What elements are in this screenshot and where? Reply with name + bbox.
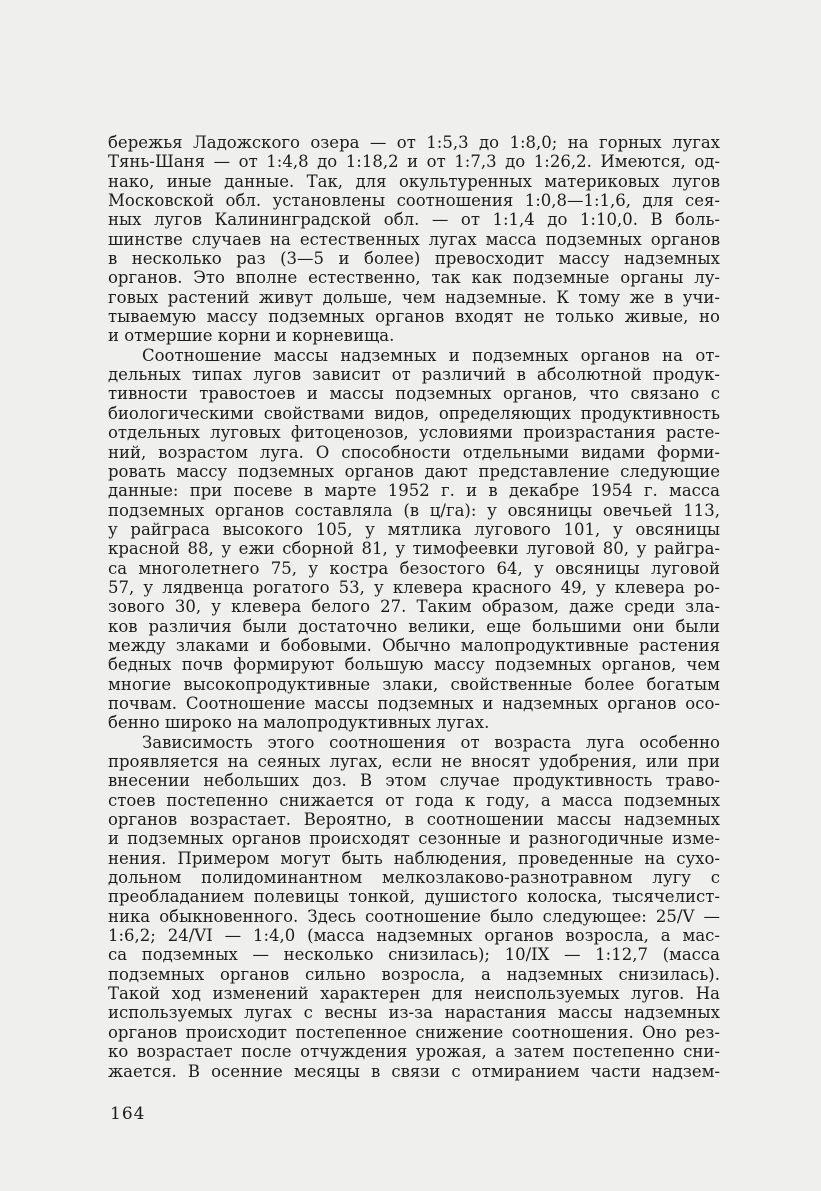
page-number: 164 bbox=[110, 1104, 146, 1124]
text-line: Тянь-Шаня — от 1:4,8 до 1:18,2 и от 1:7,3 до 1:26,2. Имеются, од- bbox=[108, 152, 720, 172]
text-line: красной 88, у ежи сборной 81, у тимофеевки луговой 80, у райгра- bbox=[108, 539, 720, 559]
text-line: бережья Ладожского озера — от 1:5,3 до 1:8,0; на горных лугах bbox=[108, 133, 720, 152]
text-line: в несколько раз (3—5 и более) превосходит массу надземных bbox=[108, 249, 720, 269]
text-line: 57, у лядвенца рогатого 53, у клевера красного 49, у клевера ро- bbox=[108, 577, 720, 597]
text-line: говых растений живут дольше, чем надземные. К тому же в учи- bbox=[108, 287, 720, 307]
text-line: тивности травостоев и массы подземных органов, что связано с bbox=[108, 384, 720, 404]
text-line: ко возрастает после отчуждения урожая, а затем постепенно сни- bbox=[108, 1042, 720, 1062]
text-line: многие высокопродуктивные злаки, свойственные более богатым bbox=[108, 674, 720, 694]
text-line: между злаками и бобовыми. Обычно малопродуктивные растения bbox=[108, 635, 720, 655]
text-line: зового 30, у клевера белого 27. Таким образом, даже среди зла- bbox=[108, 597, 720, 617]
text-line: используемых лугах с весны из-за нарастания массы надземных bbox=[108, 1003, 720, 1023]
text-line: данные: при посеве в марте 1952 г. и в декабре 1954 г. масса bbox=[108, 481, 720, 501]
text-line: почвам. Соотношение массы подземных и надземных органов осо- bbox=[108, 693, 720, 713]
text-line: бедных почв формируют большую массу подземных органов, чем bbox=[108, 655, 720, 675]
text-line: у райграса высокого 105, у мятлика лугового 101, у овсяницы bbox=[108, 519, 720, 539]
text-line: и отмершие корни и корневища. bbox=[108, 326, 395, 346]
text-line: ний, возрастом луга. О способности отдельными видами форми- bbox=[108, 442, 720, 462]
paragraph bbox=[108, 133, 720, 346]
text-line: биологическими свойствами видов, определяющих продуктивность bbox=[108, 403, 720, 423]
text-line: нения. Примером могут быть наблюдения, проведенные на сухо- bbox=[108, 848, 720, 868]
paragraph bbox=[108, 346, 720, 733]
text-line: жается. В осенние месяцы в связи с отмиранием части надзем- bbox=[108, 1061, 720, 1081]
body-text bbox=[108, 133, 720, 1081]
text-line: тываемую массу подземных органов входят не только живые, но bbox=[108, 307, 720, 327]
text-line: Московской обл. установлены соотношения 1:0,8—1:1,6, для сея- bbox=[108, 191, 720, 211]
text-line: Зависимость этого соотношения от возраста луга особенно bbox=[142, 732, 720, 752]
text-line: проявляется на сеяных лугах, если не вносят удобрения, или при bbox=[108, 752, 720, 771]
text-line: ков различия были достаточно велики, еще большими они были bbox=[108, 616, 720, 636]
text-line: отдельных луговых фитоценозов, условиями произрастания расте- bbox=[108, 423, 720, 443]
text-line: ных лугов Калининградской обл. — от 1:1,4 до 1:10,0. В боль- bbox=[108, 210, 720, 230]
text-line: и подземных органов происходят сезонные и разногодичные изме- bbox=[108, 829, 720, 849]
text-line: дольном полидоминантном мелкозлаково-разнотравном лугу с bbox=[108, 868, 720, 888]
text-line: дельных типах лугов зависит от различий в абсолютной продук- bbox=[108, 365, 720, 385]
text-line: са многолетнего 75, у костра безостого 64, у овсяницы луговой bbox=[108, 558, 720, 578]
text-line: шинстве случаев на естественных лугах масса подземных органов bbox=[108, 229, 720, 249]
text-line: Соотношение массы надземных и подземных органов на от- bbox=[142, 345, 720, 365]
paragraph bbox=[108, 733, 720, 1081]
text-line: бенно широко на малопродуктивных лугах. bbox=[108, 713, 490, 733]
text-line: нако, иные данные. Так, для окультуренных материковых лугов bbox=[108, 171, 720, 191]
text-line: стоев постепенно снижается от года к году, а масса подземных bbox=[108, 790, 720, 810]
text-line: органов. Это вполне естественно, так как подземные органы лу- bbox=[108, 268, 720, 288]
text-line: са подземных — несколько снизилась); 10/IX — 1:12,7 (масса bbox=[108, 945, 720, 965]
text-line: ника обыкновенного. Здесь соотношение было следующее: 25/V — bbox=[108, 906, 720, 926]
text-line: органов возрастает. Вероятно, в соотношении массы надземных bbox=[108, 810, 720, 830]
text-line: органов происходит постепенное снижение соотношения. Оно рез- bbox=[108, 1022, 720, 1042]
text-line: внесении небольших доз. В этом случае продуктивность траво- bbox=[108, 771, 720, 791]
text-line: преобладанием полевицы тонкой, душистого колоска, тысячелист- bbox=[108, 887, 720, 907]
text-line: 1:6,2; 24/VI — 1:4,0 (масса надземных органов возросла, а мас- bbox=[108, 926, 720, 946]
text-line: подземных органов составляла (в ц/га): у овсяницы овечьей 113, bbox=[108, 500, 720, 520]
text-line: подземных органов сильно возросла, а надземных снизилась). bbox=[108, 964, 720, 984]
text-line: ровать массу подземных органов дают представление следующие bbox=[108, 461, 720, 481]
text-line: Такой ход изменений характерен для неиспользуемых лугов. На bbox=[108, 984, 720, 1004]
